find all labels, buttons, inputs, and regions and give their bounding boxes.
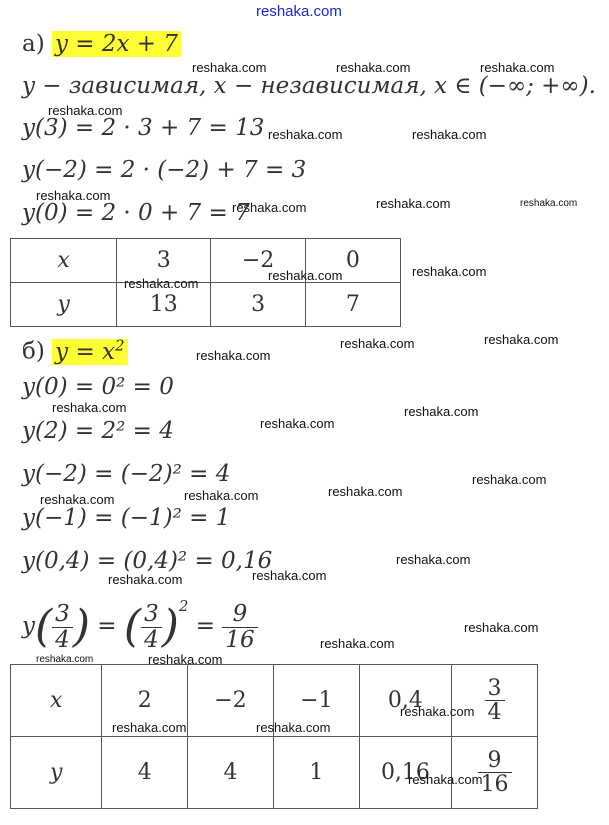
watermark: reshaka.com [36,188,111,203]
watermark: reshaka.com [412,264,487,279]
watermark: reshaka.com [396,552,471,567]
watermark: reshaka.com [256,720,331,735]
watermark: reshaka.com [400,704,475,719]
table-cell: −1 [273,665,359,737]
watermark: reshaka.com [336,60,411,75]
watermark: reshaka.com [148,652,223,667]
fraction-denominator: 16 [222,627,257,652]
table-cell: y [11,283,117,327]
part-b-eq6 [22,597,258,652]
fraction-denominator: 4 [52,627,73,652]
part-b-eq2: y(2) = 2² = 4 [22,418,174,444]
watermark: reshaka.com [184,488,259,503]
table-cell: 3 [117,239,211,283]
part-a-description: y − зависимая, x − независимая, x ∈ (−∞; +∞). [22,73,596,99]
paren-close: ) [161,601,179,652]
part-b-formula-base: y = x [55,338,115,365]
watermark: reshaka.com [252,568,327,583]
part-b-eq3: y(−2) = (−2)² = 4 [22,461,231,487]
part-a-eq1: y(3) = 2 · 3 + 7 = 13 [22,115,265,141]
watermark: reshaka.com [124,276,199,291]
part-a-heading [22,29,181,59]
paren-close: ) [72,601,90,652]
watermark: reshaka.com [464,620,539,635]
fraction-numerator: 9 [232,601,248,628]
watermark: reshaka.com [520,198,578,209]
eq6-equals: = [97,613,117,639]
part-b-eq4: y(−1) = (−1)² = 1 [22,505,231,531]
part-b-formula [52,336,127,365]
table-cell: 1 [273,737,359,809]
part-a-label: а) [22,31,45,57]
table-cell: 7 [305,283,400,327]
part-a-eq3: y(0) = 2 · 0 + 7 = 7 [22,200,250,226]
cell-fraction [478,749,512,796]
site-header-link[interactable]: reshaka.com [256,3,342,20]
watermark: reshaka.com [472,472,547,487]
part-a-eq2: y(−2) = 2 · (−2) + 7 = 3 [22,157,307,183]
table-cell: 4 [102,737,188,809]
fraction-denominator: 4 [141,627,162,652]
table-cell: −2 [211,239,305,283]
part-b-table [10,664,538,809]
fraction-denominator: 16 [478,772,512,796]
table-cell: 4 [187,737,273,809]
watermark: reshaka.com [192,60,267,75]
watermark: reshaka.com [108,572,183,587]
cell-fraction [485,677,505,724]
fraction-numerator: 3 [487,675,502,701]
watermark: reshaka.com [260,416,335,431]
part-b-eq5: y(0,4) = (0,4)² = 0,16 [22,548,273,574]
watermark: reshaka.com [268,268,343,283]
watermark: reshaka.com [232,200,307,215]
watermark: reshaka.com [340,336,415,351]
watermark: reshaka.com [40,492,115,507]
table-cell: x [11,239,117,283]
table-cell: 13 [117,283,211,327]
watermark: reshaka.com [328,484,403,499]
table-cell: 3 [211,283,305,327]
fraction-numerator: 3 [55,601,70,628]
watermark: reshaka.com [320,636,395,651]
eq6-result-fraction [222,602,257,651]
watermark: reshaka.com [48,103,123,118]
watermark: reshaka.com [52,400,127,415]
part-b-heading [22,330,128,367]
table-cell: 0,16 [359,737,451,809]
eq6-fraction [52,602,73,651]
table-cell: y [11,737,102,809]
table-cell: 0,4 [359,665,451,737]
watermark: reshaka.com [404,404,479,419]
part-b-eq1: y(0) = 0² = 0 [22,374,174,400]
fraction-numerator: 9 [487,747,502,773]
table-cell: x [11,665,102,737]
table-cell: 0 [305,239,400,283]
paren-open: ( [35,601,53,652]
paren-open: ( [123,601,142,652]
eq6-prefix: y [22,613,35,639]
table-row [11,283,401,327]
watermark: reshaka.com [36,654,94,665]
eq6-fraction-2 [141,602,162,651]
watermark: reshaka.com [112,720,187,735]
table-cell [452,665,538,737]
watermark: reshaka.com [376,196,451,211]
watermark: reshaka.com [412,127,487,142]
watermark: reshaka.com [480,60,555,75]
part-b-label: б) [22,338,45,365]
fraction-denominator: 4 [485,700,505,724]
eq6-exponent: 2 [178,597,189,615]
watermark: reshaka.com [268,127,343,142]
watermark: reshaka.com [484,332,559,347]
part-b-formula-exp: 2 [115,336,125,354]
table-cell: 2 [102,665,188,737]
watermark: reshaka.com [196,348,271,363]
eq6-equals-2: = [195,613,216,639]
watermark: reshaka.com [408,772,483,787]
table-cell: −2 [187,665,273,737]
part-a-formula: y = 2x + 7 [52,31,181,57]
fraction-numerator: 3 [144,601,159,628]
